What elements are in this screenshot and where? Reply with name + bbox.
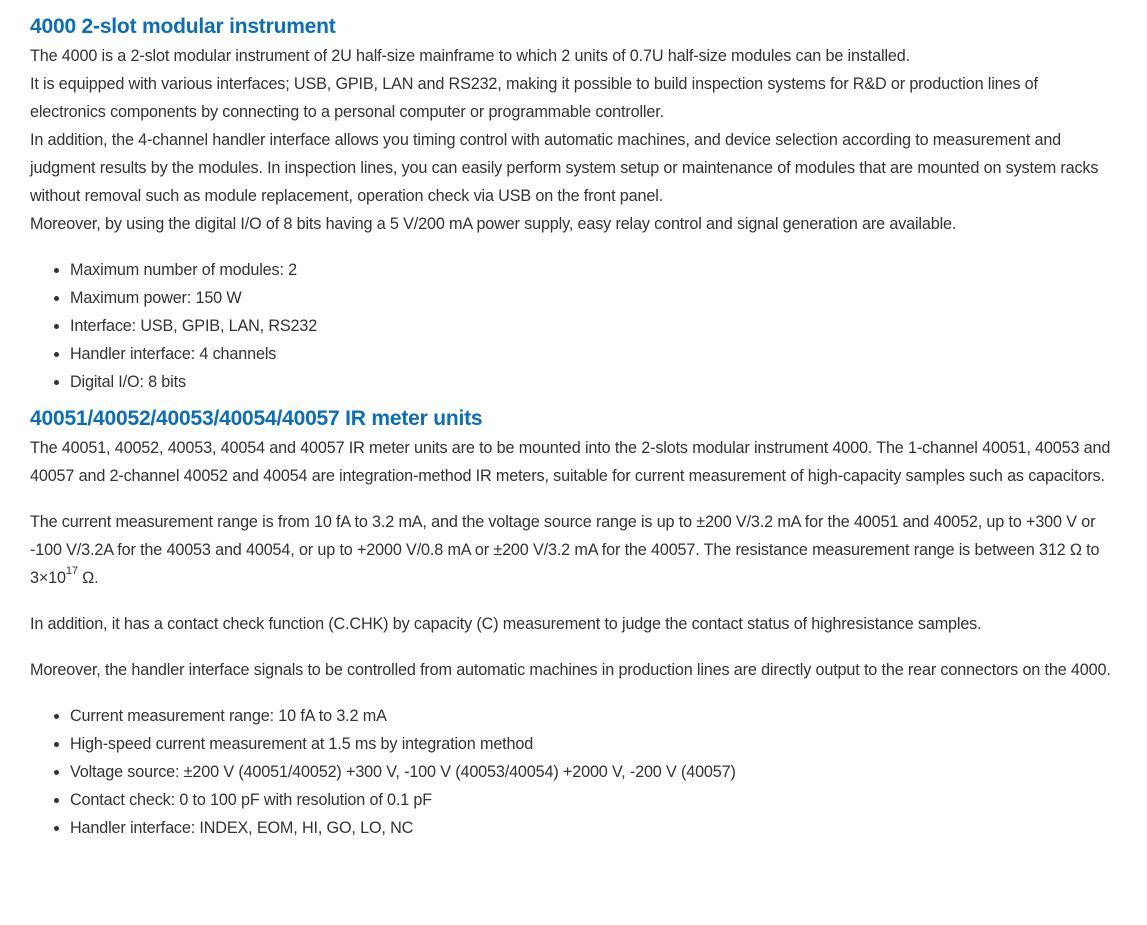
list-item: • Current measurement range: 10 fA to 3.2 mA (70, 702, 1117, 730)
list-item: • Interface: USB, GPIB, LAN, RS232 (70, 312, 1117, 340)
description-line: In addition, the 4-channel handler interface allows you timing control with automatic machines, and device selection according to measurement and judgment results by the modules. In inspection lines, you can easily perform system setup or maintenance of modules that are mounted on system racks without removal such as module replacement, operation check via USB on the front panel. (30, 131, 1099, 205)
description-line: The 4000 is a 2-slot modular instrument of 2U half-size mainframe to which 2 units of 0.7U half-size modules can be installed. (30, 47, 910, 65)
ir-meter-intro: The 40051, 40052, 40053, 40054 and 40057 IR meter units are to be mounted into the 2-slots modular instrument 4000. The 1-channel 40051, 40053 and 40057 and 2-channel 40052 and 40054 are integration-method IR meters, suitable for current measurement of high-capacity samples such as capacitors. (30, 439, 1111, 485)
ranges-tail: Ω. (77, 569, 99, 587)
list-item: • Contact check: 0 to 100 pF with resolution of 0.1 pF (70, 786, 1117, 814)
list-item: • Maximum number of modules: 2 (70, 256, 1117, 284)
ir-meter-ranges (30, 508, 1117, 592)
section-4000-description (30, 42, 1117, 238)
list-item: • Handler interface: 4 channels (70, 340, 1117, 368)
ir-meter-contact-check: In addition, it has a contact check function (C.CHK) by capacity (C) measurement to judge the contact status of highresistance samples. (30, 615, 982, 633)
list-item: • Handler interface: INDEX, EOM, HI, GO, LO, NC (70, 814, 1117, 842)
ranges-text: The current measurement range is from 10 fA to 3.2 mA, and the voltage source range is up to ±200 V/3.2 mA for the 40051 and 40052, up to +300 V or -100 V/3.2A for the 40053 and 40054, or up to +2000 V/0.8 mA or ±200 V/3.2 mA for the 40057. The resistance measurement range is between 312 Ω to 3×10 (30, 513, 1100, 587)
ir-meter-handler: Moreover, the handler interface signals to be controlled from automatic machines in production lines are directly output to the rear connectors on the 4000. (30, 661, 1111, 679)
list-item: • Digital I/O: 8 bits (70, 368, 1117, 396)
section-title-ir-meter: 40051/40052/40053/40054/40057 IR meter units (30, 407, 483, 430)
section-title-4000: 4000 2-slot modular instrument (30, 15, 336, 38)
list-item: • High-speed current measurement at 1.5 ms by integration method (70, 730, 1117, 758)
spec-list-4000 (30, 256, 1117, 396)
list-item: • Maximum power: 150 W (70, 284, 1117, 312)
exponent: 17 (65, 564, 78, 577)
description-line: Moreover, by using the digital I/O of 8 bits having a 5 V/200 mA power supply, easy relay control and signal generation are available. (30, 215, 957, 233)
spec-list-ir-meter (30, 702, 1117, 842)
list-item: • Voltage source: ±200 V (40051/40052) +300 V, -100 V (40053/40054) +2000 V, -200 V (40057) (70, 758, 1117, 786)
description-line: It is equipped with various interfaces; USB, GPIB, LAN and RS232, making it possible to build inspection systems for R&D or production lines of electronics components by connecting to a personal computer or programmable controller. (30, 75, 1038, 121)
